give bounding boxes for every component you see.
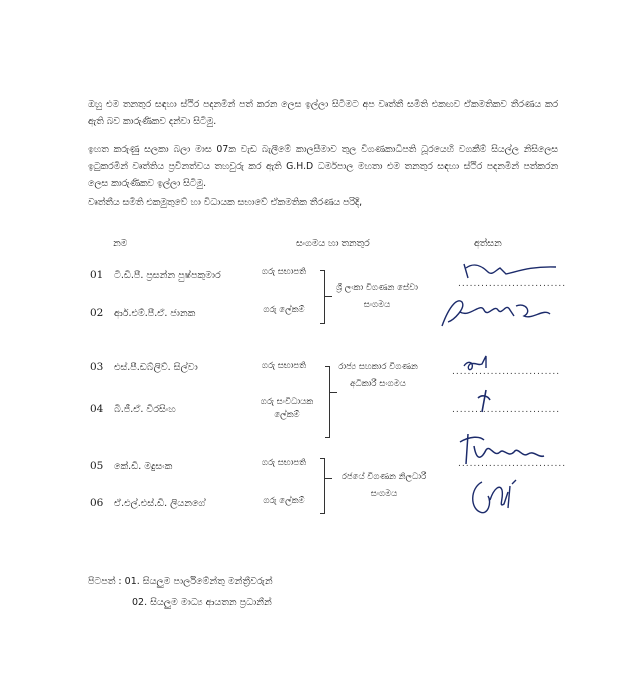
paragraph-3: වෘත්තීය සමිති එකමුතුවේ හා විධායක සභාවේ ඒකමතික තීරණය පරිදි, [88, 197, 363, 208]
paragraph-1: ඔහු එම තනතුර සඳහා ස්ථිර පදනමින් පත් කරන ලෙස ඉල්ලා සිටීමට අප වෘත්තී සමිති එකඟව ඒකමතිකව තීරණය කර ඇති බව කාරුණිකව දන්වා සිටිමු. [88, 99, 558, 127]
row-number: 01 [90, 269, 104, 281]
member-name: ඒ.එල්.එස්.ඩී. ලියනගේ [114, 498, 206, 509]
signature-line: ............................ [452, 367, 561, 377]
member-name: ටී.ඩී.පී. ප්‍රසන්න පුෂ්පකුමාර [114, 270, 221, 281]
signature-1 [460, 258, 560, 286]
copies-line-1: පිටපත් : 01. සියලුම පාර්ලිමේන්තු මන්ත්‍රීවරුන් [88, 576, 273, 587]
row-number: 04 [90, 403, 104, 415]
member-role: ගරු සභාපති [261, 361, 307, 371]
union-name: රාජ්‍ය සහකාර විගණන අධිකාරී සංගමය [338, 362, 418, 389]
signature-6 [468, 478, 528, 520]
paragraph-2: ඉහත කරුණු සලකා බලා මාස 07ක වැඩ බැලීමේ කාලසීමාව තුල විගණකාධිපති ධූරයෙහි වගකීම් සියල්ල නිසිලෙස ඉටුකරමින් වෘත්තිය ප්‍රවීනත්වය තහවුරු කර ඇති G.H.D ධර්මපාල මහතා එම තනතුර සඳහා ස්ථිර පදනමින් පත්කරන ලෙස කාරුණිකව ඉල්ලා සිටිමු. [88, 144, 558, 189]
row-number: 05 [90, 460, 104, 472]
header-union: සංගමය හා තනතුර [296, 238, 370, 249]
signature-5 [458, 428, 548, 470]
member-name: කේ.ඩී. මදුසංක [114, 461, 173, 472]
member-name: බී.ජී.ඒ. වීරසිංහ [114, 404, 176, 415]
bracket-tick [324, 478, 332, 479]
signature-4 [472, 388, 496, 414]
signature-line: ............................ [458, 459, 567, 469]
group-bracket [320, 458, 325, 514]
row-number: 06 [90, 497, 104, 509]
group-bracket [325, 366, 330, 438]
member-role: ගරු සංවිධායක ලේකම් [260, 397, 314, 420]
union-name: ශ්‍රී ලංකා විගණන සේවා සංගමය [336, 283, 418, 310]
row-number: 02 [90, 307, 104, 319]
member-name: ආර්.එම්.පී.ඒ. ජානක [114, 308, 196, 319]
member-role: ගරු ලේකම් [263, 305, 305, 315]
signature-line: ............................ [458, 279, 567, 289]
member-name: එස්.පී.ඩබ්ලිව්. සිල්වා [114, 362, 198, 373]
bracket-tick [324, 296, 332, 297]
signature-3 [460, 352, 496, 374]
signature-2 [440, 296, 552, 332]
member-role: ගරු සභාපති [261, 267, 307, 277]
copies-line-2: 02. සියලුම මාධ්‍ය ආයතන ප්‍රධානීන් [132, 597, 272, 608]
header-signature: අත්සන [474, 238, 502, 249]
group-bracket [320, 270, 325, 324]
union-name: රජයේ විගණන නිලධාරී සංගමය [341, 472, 427, 499]
header-name: නම [113, 238, 128, 249]
member-role: ගරු ලේකම් [263, 496, 305, 506]
member-role: ගරු සභාපති [261, 458, 307, 468]
row-number: 03 [90, 361, 104, 373]
signature-line: ............................ [452, 405, 561, 415]
